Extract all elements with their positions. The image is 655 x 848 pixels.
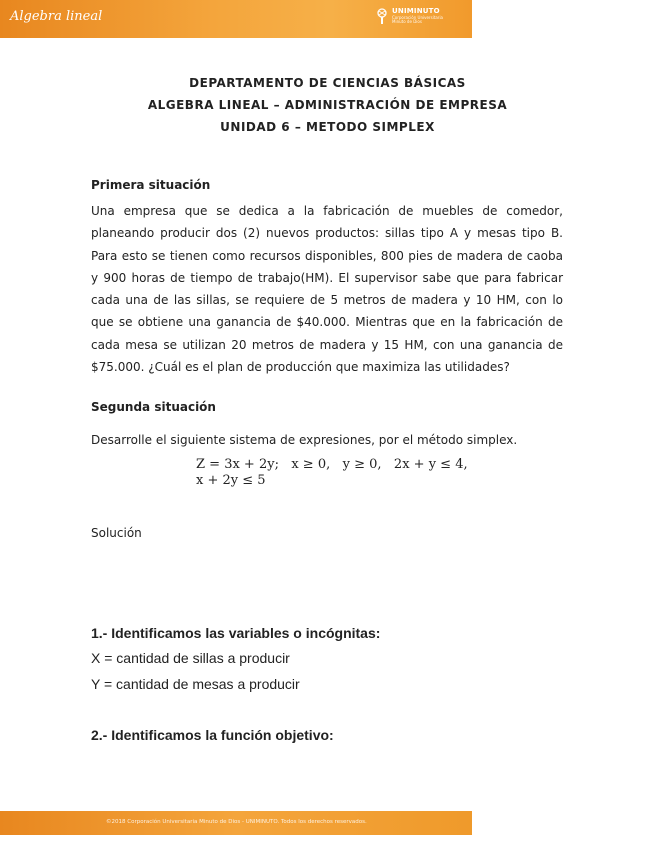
logo-emblem-icon [376, 8, 388, 24]
heading-unit: UNIDAD 6 – METODO SIMPLEX [220, 120, 435, 134]
situation2-title: Segunda situación [91, 400, 216, 414]
step1-line-x: X = cantidad de sillas a producir [91, 650, 290, 666]
math-line-2: x + 2y ≤ 5 [196, 473, 266, 488]
step1-title: 1.- Identificamos las variables o incógnitas: [91, 625, 381, 641]
step2-title: 2.- Identificamos la función objetivo: [91, 727, 334, 743]
math-line-1: Z = 3x + 2y; x ≥ 0, y ≥ 0, 2x + y ≤ 4, [196, 457, 468, 472]
step1-line-y: Y = cantidad de mesas a producir [91, 676, 300, 692]
situation1-title: Primera situación [91, 178, 211, 192]
solution-label: Solución [91, 526, 142, 540]
math-expression [196, 457, 468, 489]
logo-name: UNIMINUTO [392, 7, 440, 15]
situation1-text: Una empresa que se dedica a la fabricación de muebles de comedor, planeando producir dos (2) nuevos productos: sillas tipo A y mesas tipo B. Para esto se tienen como recursos disponibles, 800 pies de madera de caoba y 900 horas de tiempo de trabajo(HM). El supervisor sabe que para fabricar cada una de las sillas, se requiere de 5 metros de madera y 10 HM, con lo que se obtiene una ganancia de $40.000. Mientras que en la fabricación de cada mesa se utilizan 20 metros de madera y 15 HM, con una ganancia de $75.000. ¿Cuál es el plan de producción que maximiza las utilidades? [91, 204, 563, 375]
heading-department: DEPARTAMENTO DE CIENCIAS BÁSICAS [189, 76, 466, 90]
page-footer [0, 811, 472, 835]
heading-course: ALGEBRA LINEAL – ADMINISTRACIÓN DE EMPRESA [147, 98, 508, 112]
page-header [0, 0, 472, 38]
logo-subtitle: Corporación Universitaria Minuto de Dios [392, 15, 443, 24]
course-title: Algebra lineal [10, 9, 103, 24]
footer-text: ©2018 Corporación Universitaria Minuto de Dios - UNIMINUTO. Todos los derechos reservados. [106, 819, 367, 825]
uniminuto-logo [376, 8, 454, 24]
situation2-intro: Desarrolle el siguiente sistema de expresiones, por el método simplex. [91, 433, 518, 447]
